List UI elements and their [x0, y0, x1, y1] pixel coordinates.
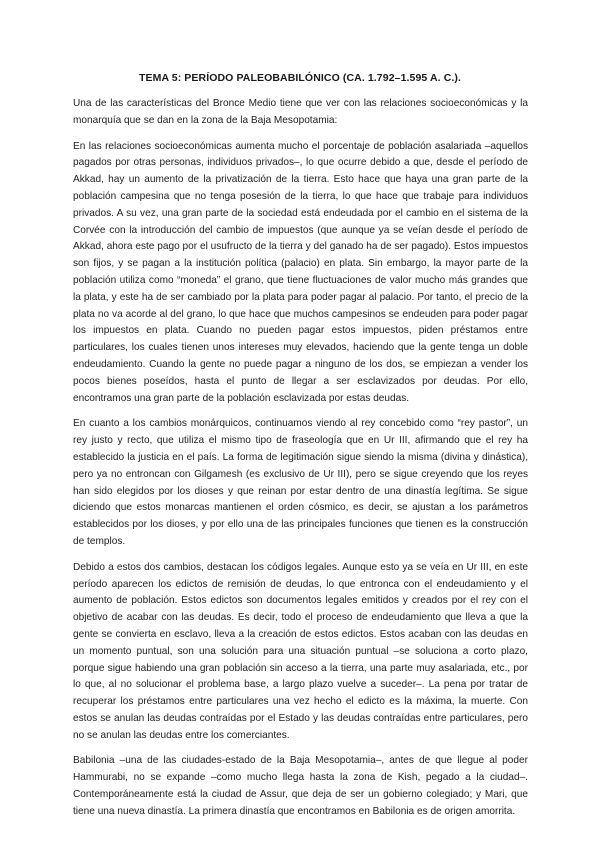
- paragraph-legal-codes: Debido a estos dos cambios, destacan los códigos legales. Aunque esto ya se veía en Ur III, en este período aparecen los edictos de remisión de deudas, lo que entronca con el endeudamiento y el aumento de población. Estos edictos son documentos legales emitidos y creados por el rey con el objetivo de acabar con las deudas. Es decir, todo el proceso de endeudamiento que lleva a que la gente se convierta en esclavo, lleva a la creación de estos edictos. Estos acaban con las deudas en un momento puntual, son una solución para una situación puntual –se soluciona a corto plazo, porque sigue habiendo una gran población sin acceso a la tierra, una parte muy asalariada, etc., por lo que, al no solucionar el problema base, a largo plazo vuelve a suceder–. La pena por tratar de recuperar los préstamos entre particulares una vez hecho el edicto es la máxima, la muerte. Con estos se anulan las deudas contraídas por el Estado y las deudas contraídas entre particulares, pero no se anulan las deudas entre los comerciantes.: [73, 561, 528, 741]
- paragraph-socioeconomic: En las relaciones socioeconómicas aumenta mucho el porcentaje de población asalariada –aquellos pagados por otras personas, individuos privados–, lo que ocurre debido a que, desde el período de Akkad, hay un aumento de la privatización de la tierra. Esto hace que haya una gran parte de la población campesina que no tenga posesión de la tierra, lo que hace que trabaje para individuos privados. A su vez, una gran parte de la sociedad está endeudada por el cambio en el sistema de la Corvée con la introducción del cambio de impuestos (que aunque ya se veían desde el período de Akkad, ahora este pago por el usufructo de la tierra y del ganado ha de ser pagado). Estos impuestos son fijos, y se pagan a la institución política (palacio) en plata. Sin embargo, la mayor parte de la población utiliza como “moneda” el grano, que tiene fluctuaciones de valor mucho más grandes que la plata, y este ha de ser cambiado por la plata para poder pagar al palacio. Por tanto, el precio de la plata no va acorde al del grano, lo que hace que muchos campesinos se endeuden para poder pagar los impuestos en plata. Cuando no pueden pagar estos impuestos, piden préstamos entre particulares, los cuales tienen unos intereses muy elevados, haciendo que la gente tenga un doble endeudamiento. Cuando la gente no puede pagar a ninguno de los dos, se empiezan a vender los pocos bienes poseídos, hasta el punto de llegar a ser esclavizados por deudas. Por ello, encontramos una gran parte de la población esclavizada por estas deudas.: [73, 140, 528, 404]
- paragraph-babylon: Babilonia –una de las ciudades-estado de la Baja Mesopotamia–, antes de que llegue al poder Hammurabi, no se expande –como mucho llega hasta la zona de Kish, pegado a la ciudad–. Contemporáneamente está la ciudad de Assur, que deja de ser un gobierno colegiado; y Mari, que tiene una nueva dinastía. La primera dinastía que encontramos en Babilonia es de origen amorrita.: [73, 755, 528, 817]
- document-title: TEMA 5: PERÍODO PALEOBABILÓNICO (CA. 1.792–1.595 A. C.).: [138, 72, 462, 84]
- document-body: [73, 96, 528, 830]
- paragraph-monarchy: En cuanto a los cambios monárquicos, continuamos viendo al rey concebido como “rey pastor”, un rey justo y recto, que utiliza el mismo tipo de fraseología que en Ur III, afirmando que el rey ha establecido la justicia en el país. La forma de legitimación sigue siendo la misma (divina y dinástica), pero ya no entroncan con Gilgamesh (es exclusivo de Ur III), pero se sigue creyendo que los reyes han sido elegidos por los dioses y que reinan por estar dentro de una dinastía legítima. Se sigue diciendo que estos monarcas mantienen el orden cósmico, es decir, se ajustan a los parámetros establecidos por los dioses, y por ello una de las principales funciones que tienen es la construcción de templos.: [73, 418, 528, 547]
- paragraph-intro: Una de las características del Bronce Medio tiene que ver con las relaciones socioeconómicas y la monarquía que se dan en la zona de la Baja Mesopotamia:: [73, 98, 528, 126]
